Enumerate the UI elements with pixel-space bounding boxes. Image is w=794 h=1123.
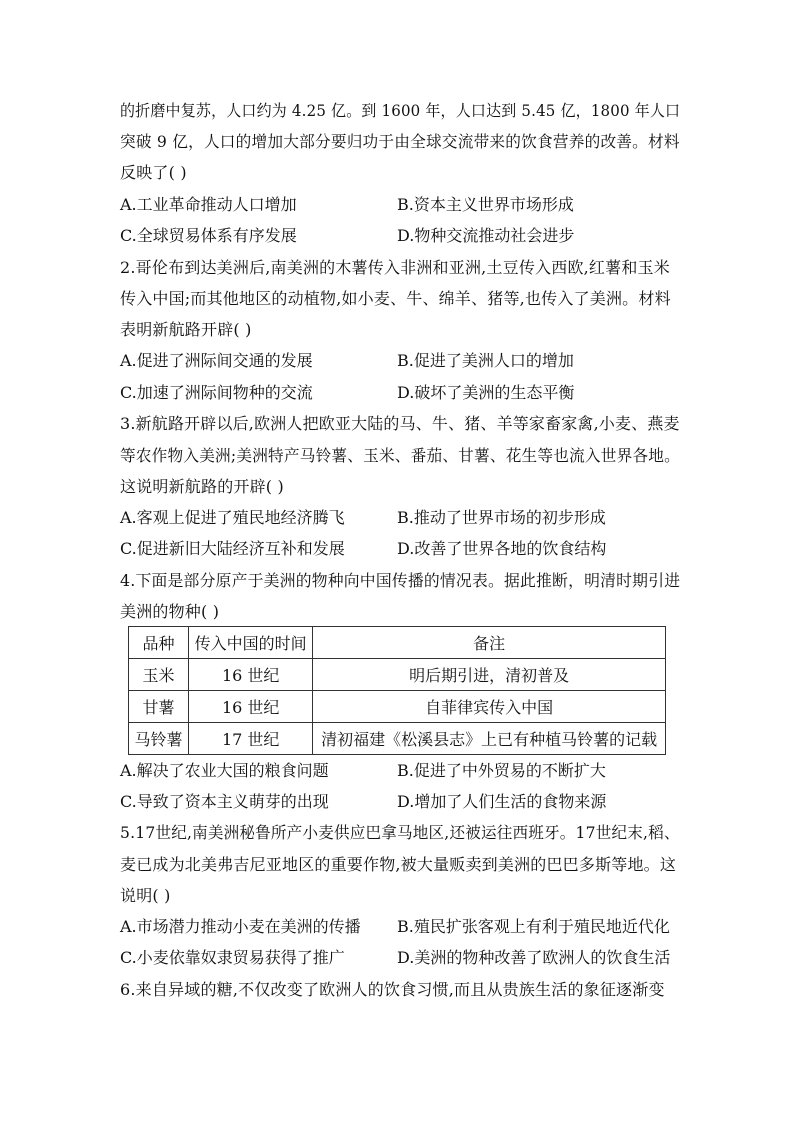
species-table	[128, 626, 666, 755]
q3-option-a: A.客观上促进了殖民地经济腾飞	[120, 508, 345, 527]
table-cell: 明后期引进，清初普及	[313, 659, 666, 691]
q3-line-3: 这说明新航路的开辟( )	[120, 477, 284, 496]
q2-line-2: 传入中国;而其他地区的动植物,如小麦、牛、绵羊、猪等,也传入了美洲。材料	[120, 289, 671, 308]
q3-line-2: 等农作物入美洲;美洲特产马铃薯、玉米、番茄、甘薯、花生等也流入世界各地。	[120, 446, 680, 465]
intro-line-3: 反映了( )	[120, 163, 187, 182]
intro-line-2: 突破 9 亿，人口的增加大部分要归功于由全球交流带来的饮食营养的改善。材料	[120, 132, 680, 151]
q2-line-1: 2.哥伦布到达美洲后,南美洲的木薯传入非洲和亚洲,土豆传入西欧,红薯和玉米	[120, 258, 670, 277]
table-row	[129, 659, 666, 691]
q2-option-b: B.促进了美洲人口的增加	[397, 351, 574, 370]
table-cell: 玉米	[129, 659, 189, 691]
q4-option-c: C.导致了资本主义萌芽的出现	[120, 792, 329, 811]
q3-line-1: 3.新航路开辟以后,欧洲人把欧亚大陆的马、牛、猪、羊等家畜家禽,小麦、燕麦	[120, 414, 680, 433]
q5-option-d: D.美洲的物种改善了欧洲人的饮食生活	[397, 948, 671, 967]
intro-option-a: A.工业革命推动人口增加	[120, 195, 297, 214]
table-cell: 17 世纪	[189, 723, 313, 755]
q4-option-b: B.促进了中外贸易的不断扩大	[397, 761, 606, 780]
table-cell: 16 世纪	[189, 691, 313, 723]
table-header-cell: 传入中国的时间	[189, 627, 313, 659]
table-row	[129, 691, 666, 723]
table-cell: 自菲律宾传入中国	[313, 691, 666, 723]
q4-line-2: 美洲的物种( )	[120, 602, 220, 621]
table-header-cell: 备注	[313, 627, 666, 659]
q5-option-a: A.市场潜力推动小麦在美洲的传播	[120, 917, 361, 936]
table-cell: 16 世纪	[189, 659, 313, 691]
q3-option-b: B.推动了世界市场的初步形成	[397, 508, 606, 527]
q3-option-d: D.改善了世界各地的饮食结构	[397, 539, 607, 558]
q5-line-1: 5.17世纪,南美洲秘鲁所产小麦供应巴拿马地区,还被运往西班牙。17世纪末,稻、	[120, 823, 680, 842]
q5-option-b: B.殖民扩张客观上有利于殖民地近代化	[397, 917, 670, 936]
intro-line-1: 的折磨中复苏，人口约为 4.25 亿。到 1600 年，人口达到 5.45 亿，1800 年人口	[120, 101, 681, 120]
intro-option-c: C.全球贸易体系有序发展	[120, 226, 297, 245]
table-header-cell: 品种	[129, 627, 189, 659]
q2-option-d: D.破坏了美洲的生态平衡	[397, 383, 575, 402]
q4-option-d: D.增加了人们生活的食物来源	[397, 792, 607, 811]
table-cell: 清初福建《松溪县志》上已有种植马铃薯的记载	[313, 723, 666, 755]
table-cell: 甘薯	[129, 691, 189, 723]
q5-line-3: 说明( )	[120, 886, 171, 905]
q3-option-c: C.促进新旧大陆经济互补和发展	[120, 539, 345, 558]
q2-option-a: A.促进了洲际间交通的发展	[120, 351, 313, 370]
q5-option-c: C.小麦依靠奴隶贸易获得了推广	[120, 948, 345, 967]
table-cell: 马铃薯	[129, 723, 189, 755]
q6-line-1: 6.来自异域的糖,不仅改变了欧洲人的饮食习惯,而且从贵族生活的象征逐渐变	[120, 980, 665, 999]
q4-option-a: A.解决了农业大国的粮食问题	[120, 761, 329, 780]
q4-line-1: 4.下面是部分原产于美洲的物种向中国传播的情况表。据此推断，明清时期引进	[120, 571, 681, 590]
intro-option-d: D.物种交流推动社会进步	[397, 226, 575, 245]
q2-line-3: 表明新航路开辟( )	[120, 320, 252, 339]
q2-option-c: C.加速了洲际间物种的交流	[120, 383, 313, 402]
intro-option-b: B.资本主义世界市场形成	[397, 195, 574, 214]
table-row	[129, 723, 666, 755]
table-header-row	[129, 627, 666, 659]
q5-line-2: 麦已成为北美弗吉尼亚地区的重要作物,被大量贩卖到美洲的巴巴多斯等地。这	[120, 855, 677, 874]
